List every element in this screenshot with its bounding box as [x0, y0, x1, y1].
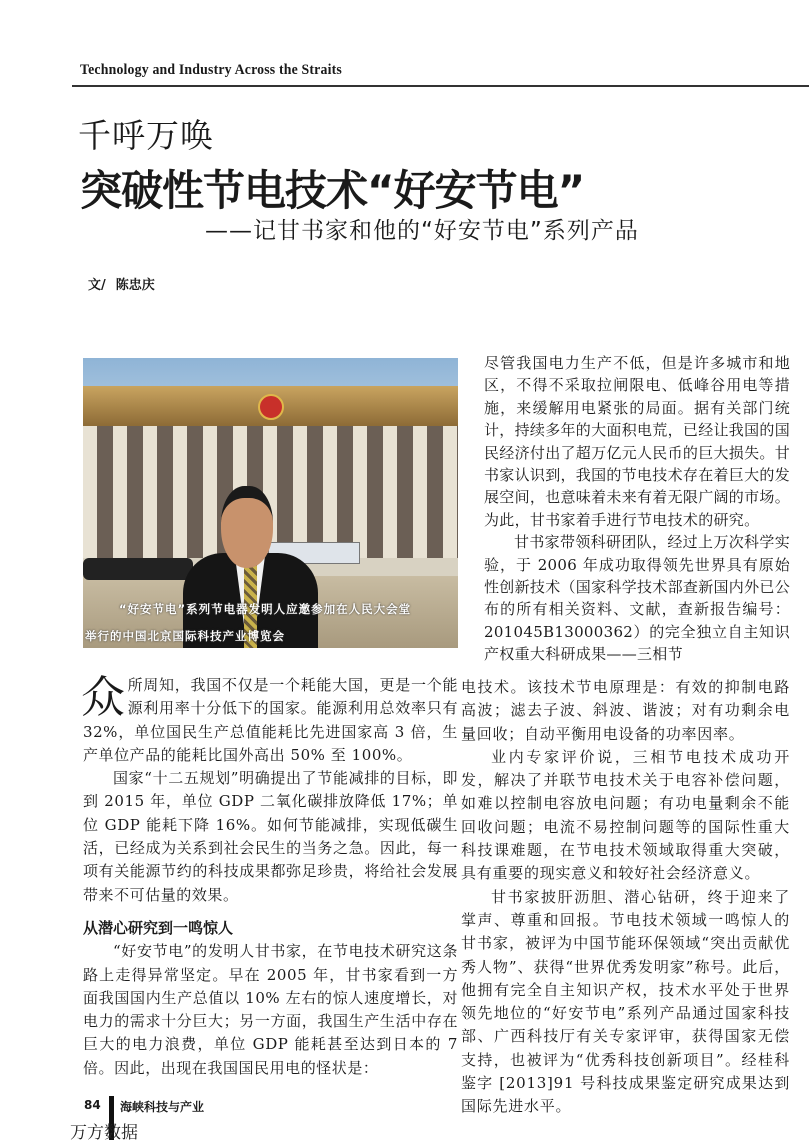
right-column-top	[484, 352, 790, 666]
paragraph: 甘书家带领科研团队，经过上万次科学实验，于 2006 年成功取得领先世界具有原始性创新技术（国家科学技术部查新国内外已公布的所有相关资料、文献，查新报告编号：201045B13000362）的完全独立自主知识产权重大科研成果——三相节	[484, 533, 791, 664]
running-header: Technology and Industry Across the Straits	[80, 62, 342, 78]
byline	[88, 274, 165, 293]
photo-caption-line1: “好安节电”系列节电器发明人应邀参加在人民大会堂	[119, 602, 412, 616]
person-head	[221, 486, 273, 568]
header-rule	[72, 85, 809, 87]
paragraph: “好安节电”的发明人甘书家，在节电技术研究这条路上走得异常坚定。早在 2005 年，甘书家看到一方面我国国内生产总值以 10% 左右的惊人速度增长，对电力的需求十分巨大；另一方面，我国生产生活中存在巨大的电力浪费，单位 GDP 能耗甚至达到日本的 7 倍。因此，出现在我国国民用电的怪状是：	[83, 942, 458, 1077]
paragraph: 国家“十二五规划”明确提出了节能减排的目标，即到 2015 年，单位 GDP 二氧化碳排放降低 17%；单位 GDP 能耗下降 16%。如何节能减排，实现低碳生活，已经成为关系到社会民生的当务之急。因此，每一项有关能源节约的科技成果都弥足珍贵，将给社会发展带来不可估量的效果。	[83, 769, 458, 904]
national-emblem	[258, 394, 284, 420]
paragraph: 所周知，我国不仅是一个耗能大国，更是一个能源利用率十分低下的国家。能源利用总效率只有 32%，单位国民生产总值能耗比先进国家高 3 倍，生产单位产品的能耗比国外高出 50% 至 100%。	[83, 676, 458, 764]
watermark: 万方数据	[70, 1123, 138, 1143]
paragraph-continued: 电技术。该技术节电原理是：有效的抑制电路高波；滤去子波、斜波、谐波；对有功剩余电量回收；自动平衡用电设备的功率因率。	[461, 678, 790, 743]
author-name: 陈忠庆	[115, 278, 155, 293]
photo-caption-line2: 举行的中国北京国际科技产业博览会	[85, 629, 285, 643]
page-number: 84	[84, 1098, 101, 1112]
magazine-name: 海峡科技与产业	[120, 1100, 205, 1114]
cars	[83, 558, 193, 580]
article-subtitle: ——记甘书家和他的“好安节电”系列产品	[205, 218, 639, 244]
left-column	[83, 674, 458, 1080]
paragraph: 甘书家披肝沥胆、潜心钻研，终于迎来了掌声、尊重和回报。节电技术领域一鸣惊人的甘书家，被评为中国节能环保领域“突出贡献优秀人物”、获得“世界优秀发明家”称号。此后，他拥有完全自主知识产权，技术水平处于世界领先地位的“好安节电”系列产品通过国家科技部、广西科技厅有关专家评审，获得国家无偿支持，也被评为“优秀科技创新项目”。经桂科鉴字 [2013]91 号科技成果鉴定研究成果达到国际先进水平。	[461, 887, 790, 1116]
drop-cap: 众	[81, 672, 126, 723]
right-column-bottom	[461, 676, 790, 1119]
paragraph: 业内专家评价说，三相节电技术成功开发，解决了并联节电技术关于电容补偿问题，如难以控制电容放电问题；有功电量剩余不能回收问题；电流不易控制问题等的国际性重大科技课难题，在节电技术领域取得重大突破，具有重要的现实意义和较好社会经济意义。	[461, 747, 790, 883]
paragraph: 尽管我国电力生产不低，但是许多城市和地区，不得不采取拉闸限电、低峰谷用电等措施，来缓解用电紧张的局面。据有关部门统计，持续多年的大面积电荒，已经让我国的国民经济付出了超万亿元人民币的巨大损失。甘书家认识到，我国的节电技术存在着巨大的发展空间，也意味着未来有着无限广阔的市场。为此，甘书家着手进行节电技术的研究。	[484, 354, 791, 529]
article-title: 突破性节电技术“好安节电”	[80, 166, 585, 215]
article-photo	[83, 358, 458, 648]
section-heading: 从潜心研究到一鸣惊人	[83, 918, 234, 937]
byline-label: 文/	[88, 278, 106, 293]
article-kicker: 千呼万唤	[78, 116, 214, 155]
